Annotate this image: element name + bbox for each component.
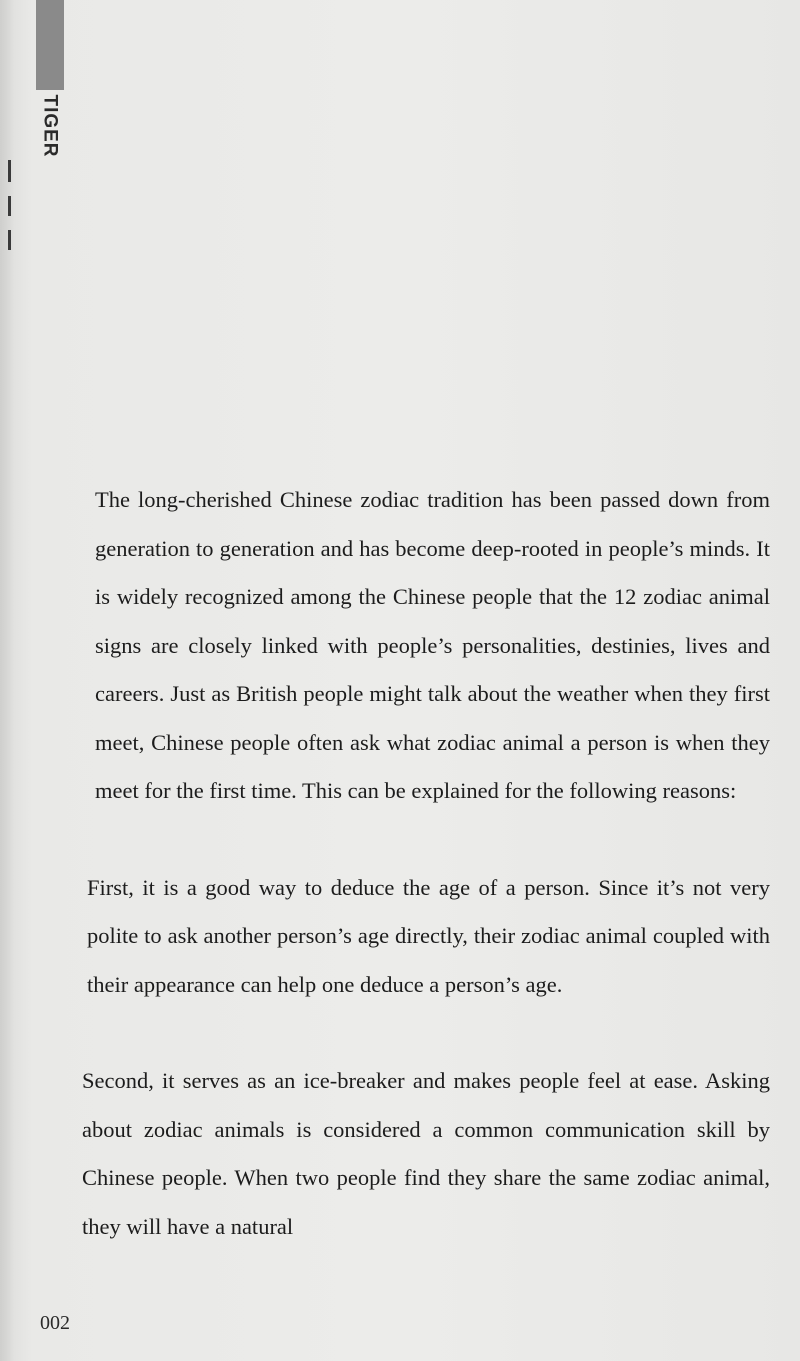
paragraph-intro: The long-cherished Chinese zodiac tradition has been passed down from generation to generation and has become deep-rooted in people’s minds. It is widely recognized among the Chinese people that the 12 zodiac animal signs are closely linked with people’s personalities, destinies, lives and careers. Just as British people might talk about the weather when they first meet, Chinese people often ask what zodiac animal a person is when they meet for the first time. This can be explained for the following reasons: (95, 487, 770, 803)
gutter-shadow (0, 0, 14, 1361)
paragraph-first-reason: First, it is a good way to deduce the age of a person. Since it’s not very polite to ask another person’s age directly, their zodiac animal coupled with their appearance can help one deduce a person’s age. (87, 874, 770, 997)
edge-mark (8, 160, 11, 182)
edge-mark (8, 196, 11, 216)
page-number: 002 (40, 1312, 70, 1334)
section-tab-label (36, 96, 64, 156)
edge-mark (8, 230, 11, 250)
section-tab-bar (36, 0, 64, 90)
body-text (82, 476, 770, 1251)
section-label-text: TIGER (40, 94, 61, 158)
paragraph-second-reason: Second, it serves as an ice-breaker and makes people feel at ease. Asking about zodiac animals is considered a common communication skill by Chinese people. When two people find they share the same zodiac animal, they will have a natural (82, 1068, 770, 1239)
